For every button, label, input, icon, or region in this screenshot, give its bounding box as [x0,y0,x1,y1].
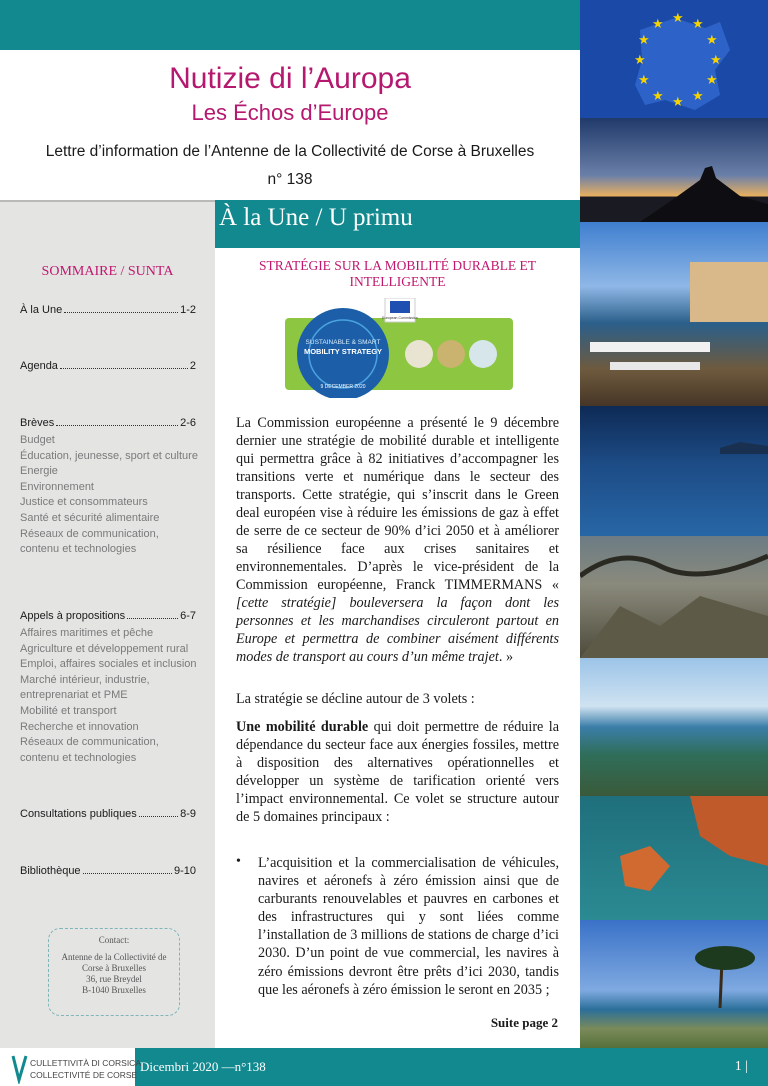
subtopic-item: Affaires maritimes et pêche [20,627,154,639]
subtopic-item: Environnement [20,480,94,493]
toc-pages: 2-6 [180,417,196,429]
issue-number: n° 138 [267,171,313,188]
svg-text:★: ★ [652,88,664,103]
contact-box [48,928,180,1016]
newsletter-title-french: Les Échos d’Europe [191,100,389,125]
toc-entry-a-la-une[interactable] [20,304,196,316]
article-paragraph-2: La stratégie se décline autour de 3 volets : [236,691,475,707]
contact-line: B-1040 Bruxelles [82,985,146,995]
newsletter-title-corsican: Nutizie di l’Auropa [169,62,411,95]
section-title: À la Une / U primu [219,204,413,231]
continued-link[interactable]: Suite page 2 [490,1015,558,1030]
article-paragraph-1 [236,414,559,666]
mobility-strategy-banner [285,298,513,398]
photo-column [580,0,768,1048]
article-paragraph-3 [236,718,559,826]
subtopic-item: Energie [20,465,58,478]
toc-label: Consultations publiques [20,808,137,820]
toc-pages: 9-10 [173,865,196,877]
coast-bay-photo [580,658,768,796]
bullet-icon: • [236,854,241,869]
red-rocks-photo [580,796,768,920]
sunset-tower-photo [580,118,768,222]
subtopic-item: Réseaux de communication, contenu et technologies [20,527,159,556]
contact-title: Contact: [98,935,130,945]
toc-pages: 6-7 [180,610,196,622]
page-number: 1 | [734,1059,748,1074]
article-title: STRATÉGIE SUR LA MOBILITÉ DURABLE ET INTELLIGENTE [258,258,537,289]
subtopic-item: Justice et consommateurs [20,496,148,509]
bullet-text: L’acquisition et la commercialisation de véhicules, navires et aéronefs à zéro émission ainsi que de carburants renouvelables et pauvres en carbones et des infrastructures qui y sont liées comme l’installation de 3 millions de stations de charge d’ici 2030. D’un point de vue commercial, les navires à zéro émissions devront être prêts d’ici 2030, tandis que les aéronefs à zéro émission le seront en 2035 ; [258,855,559,998]
newsletter-subtitle: Lettre d’information de l’Antenne de la Collectivité de Corse à Bruxelles [45,143,535,160]
contact-line: Antenne de la Collectivité de [61,952,167,962]
subtopic-item: Recherche et innovation [20,720,139,733]
pillar-heading: Une mobilité durable [236,719,369,735]
svg-text:★: ★ [672,10,684,25]
svg-text:★: ★ [706,32,718,47]
svg-text:★: ★ [634,52,646,67]
sea-dusk-photo [580,406,768,536]
eu-map-photo [580,0,768,118]
appels-subtopics [20,626,200,766]
svg-text:★: ★ [638,32,650,47]
breves-subtopics [20,433,200,558]
subtopic-item: Agriculture et développement rural [20,642,189,655]
subtopic-item: Réseaux de communication, contenu et technologies [20,736,159,764]
svg-text:★: ★ [710,52,722,67]
eu-map-illustration [580,0,768,118]
contact-line: 36, rue Breydel [86,974,142,984]
toc-pages: 1-2 [180,304,196,316]
toc-label: Bibliothèque [20,865,81,877]
collectivite-de-corse-logo [10,1052,141,1084]
toc-label: Agenda [20,360,58,372]
subtopic-item: Budget [20,434,55,446]
svg-text:★: ★ [652,16,664,31]
masthead [0,50,580,200]
pine-shore-photo [580,920,768,1048]
section-header-band [215,200,580,248]
subtopic-item: Marché intérieur, industrie, entreprenariat et PME [20,673,150,702]
corse-logo-icon [10,1052,28,1084]
toc-entry-bibliotheque[interactable] [20,865,196,877]
logo-text-corsican: CULLETTIVITÀ DI CORSICA [30,1058,141,1068]
mountain-tree-photo [580,536,768,658]
subtopic-item: Santé et sécurité alimentaire [20,511,160,524]
bullet-item [236,854,559,999]
toc-entry-breves[interactable] [20,417,196,429]
toc-entry-consultations[interactable] [20,808,196,820]
svg-text:★: ★ [638,72,650,87]
toc-entry-appels[interactable] [20,610,196,622]
svg-text:★: ★ [692,88,704,103]
banner-line1: SUSTAINABLE & SMART [305,339,381,346]
pillar-text: qui doit permettre de réduire la dépendance du secteur face aux énergies fossiles, mettre à disposition des alternatives opérationnelles et développer un système de tarification orienté vers l’impact environnemental. Ce volet se structure autour de 5 domaines principaux : [236,719,559,825]
commissioner-quote: [cette stratégie] bouleversera la façon dont les personnes et les marchandises circuleront partout en Europe et permettra de combiner aisément différents modes de transport au cours d’un même trajet [236,595,559,665]
toc-label: À la Une [20,304,63,316]
toc-pages: 8-9 [180,808,196,820]
footer-date: Dicembri 2020 —n°138 [140,1059,266,1074]
paragraph-lead: La Commission européenne a présenté le 9 décembre dernier une stratégie de mobilité durable et intelligente qui permettra grâce à 82 initiatives d’accompagner les transitions verte et numérique dans le secteur des transports. Cette stratégie, qui s’inscrit dans le Green deal européen vise à réduire les émissions de gaz à effet de serre de ce secteur de 90% d’ici 2050 et à améliorer sa résilience face aux crises sanitaires et environnementales. D’après le vice-président de la Commission européenne, Franck TIMMERMANS « [236,415,559,593]
subtopic-item: Emploi, affaires sociales et inclusion [20,658,197,671]
toc-title: SOMMAIRE / SUNTA [41,264,174,279]
top-color-band [0,0,580,50]
ec-badge-label: European Commission [382,316,418,320]
subtopic-item: Mobilité et transport [20,704,117,717]
mobility-strategy-graphic [285,298,513,398]
table-of-contents-sidebar [0,200,215,1048]
toc-entry-agenda[interactable] [20,360,196,372]
banner-date: 9 DECEMBER 2020 [320,384,366,390]
svg-text:★: ★ [692,16,704,31]
toc-label: Brèves [20,417,55,429]
banner-line2: MOBILITY STRATEGY [303,347,383,356]
harbour-photo [580,222,768,406]
subtopic-item: Éducation, jeunesse, sport et culture [20,449,198,462]
quote-end: . » [498,649,514,665]
logo-text-french: COLLECTIVITÉ DE CORSE [30,1070,138,1080]
toc-label: Appels à propositions [20,610,126,622]
svg-text:★: ★ [706,72,718,87]
contact-line: Corse à Bruxelles [82,963,146,973]
toc-pages: 2 [189,360,196,372]
svg-text:★: ★ [672,94,684,109]
